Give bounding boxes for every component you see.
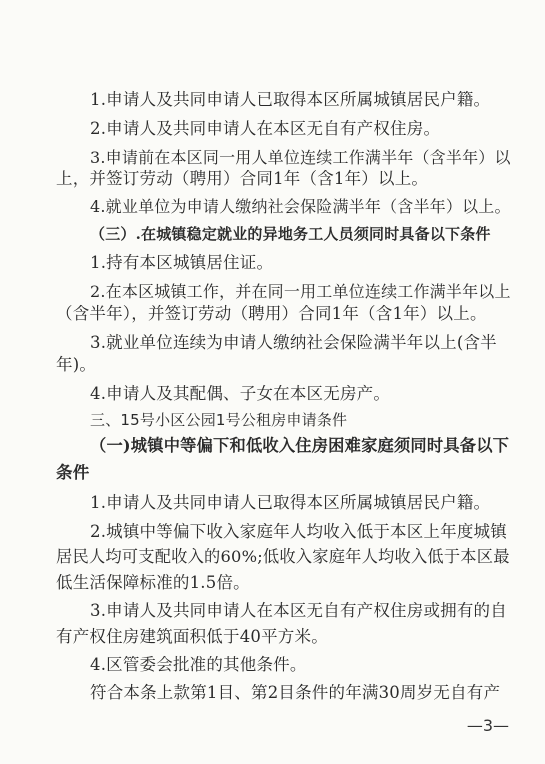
page-number: —3— [466, 716, 509, 735]
section-heading-3: （三）.在城镇稳定就业的异地务工人员须同时具备以下条件 [90, 225, 491, 243]
paragraph-7-line-1: 3.就业单位连续为申请人缴纳社会保险满半年以上(含半 [90, 333, 497, 352]
paragraph-11-line-1: 3.申请人及共同申请人在本区无自有产权住房或拥有的自 [90, 601, 507, 620]
paragraph-12: 4.区管委会批准的其他条件。 [90, 655, 307, 674]
paragraph-1: 1.申请人及共同申请人已取得本区所属城镇居民户籍。 [90, 90, 491, 109]
paragraph-8: 4.申请人及其配偶、子女在本区无房产。 [90, 384, 391, 403]
subsection-heading-1-line-2: 条件 [56, 463, 90, 482]
section-heading-three: 三、15号小区公园1号公租房申请条件 [90, 411, 348, 429]
paragraph-6-line-1: 2.在本区城镇工作，并在同一用工单位连续工作满半年以上 [90, 282, 511, 301]
paragraph-10-line-1: 2.城镇中等偏下收入家庭年人均收入低于本区上年度城镇 [90, 522, 507, 541]
paragraph-3-line-1: 3.申请前在本区同一用人单位连续工作满半年（含半年）以 [90, 148, 511, 167]
paragraph-10-line-2: 居民人均可支配收入的60%;低收入家庭年人均收入低于本区最 [56, 547, 510, 566]
paragraph-5: 1.持有本区城镇居住证。 [90, 253, 274, 272]
paragraph-11-line-2: 有产权住房建筑面积低于40平方米。 [56, 627, 328, 646]
paragraph-3-line-2: 上，并签订劳动（聘用）合同1年（含1年）以上。 [56, 169, 429, 188]
paragraph-13: 符合本条上款第1目、第2目条件的年满30周岁无自有产 [90, 683, 501, 702]
paragraph-4: 4.就业单位为申请人缴纳社会保险满半年（含半年）以上。 [90, 197, 511, 216]
paragraph-2: 2.申请人及共同申请人在本区无自有产权住房。 [90, 119, 441, 138]
paragraph-10-line-3: 低生活保障标准的1.5倍。 [56, 573, 250, 592]
subsection-heading-1-line-1: （一)城镇中等偏下和低收入住房困难家庭须同时具备以下 [90, 436, 510, 455]
paragraph-7-line-2: 年)。 [56, 355, 97, 374]
paragraph-9: 1.申请人及共同申请人已取得本区所属城镇居民户籍。 [90, 493, 491, 512]
paragraph-6-line-2: （含半年），并签订劳动（聘用）合同1年（含1年）以上。 [56, 304, 487, 323]
